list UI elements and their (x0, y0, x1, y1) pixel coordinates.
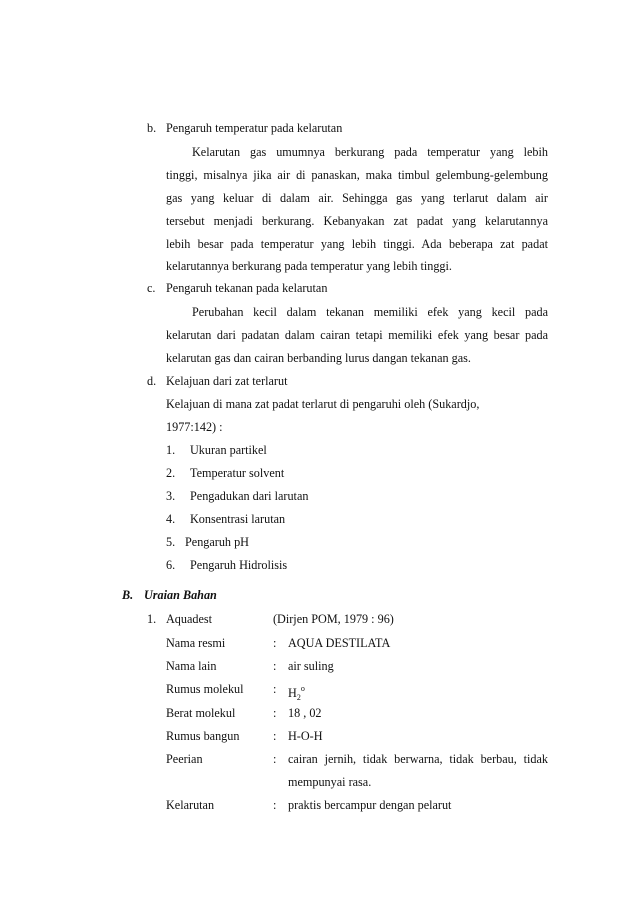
paragraph-line: kelarutan gas dan cairan berbanding lurus dangan tekanan gas. (166, 351, 471, 365)
property-colon: : (273, 659, 277, 673)
item-marker-b: b. (147, 121, 157, 135)
list-number: 4. (166, 512, 176, 526)
list-number: 6. (166, 558, 176, 572)
property-label: Rumus molekul (166, 682, 244, 696)
list-number: 1. (166, 443, 176, 457)
item-title-c: Pengaruh tekanan pada kelarutan (166, 281, 328, 295)
list-item: Ukuran partikel (190, 443, 267, 457)
paragraph-line: Kelarutan gas umumnya berkurang pada temperatur yang lebih (192, 145, 548, 159)
paragraph-line: kelarutan dari padatan dalam cairan tetapi memiliki efek yang besar pada (166, 328, 548, 342)
section-heading: Uraian Bahan (144, 588, 217, 602)
list-number: 3. (166, 489, 176, 503)
property-label: Kelarutan (166, 798, 215, 812)
item-title-b: Pengaruh temperatur pada kelarutan (166, 121, 343, 135)
list-item: Pengadukan dari larutan (190, 489, 309, 503)
list-item: Pengaruh Hidrolisis (190, 558, 288, 572)
property-label: Nama lain (166, 659, 217, 673)
paragraph-line: tinggi, misalnya jika air di panaskan, maka timbul gelembung-gelembung (166, 168, 548, 182)
material-reference: (Dirjen POM, 1979 : 96) (273, 612, 394, 626)
formula-superscript: o (300, 684, 305, 693)
formula-subscript: 2 (296, 693, 301, 702)
property-colon: : (273, 682, 277, 696)
property-value: mempunyai rasa. (288, 775, 372, 789)
formula-element: H (288, 686, 297, 700)
property-label: Nama resmi (166, 636, 226, 650)
paragraph-line: gas yang keluar di dalam air. Sehingga gas yang terlarut dalam air (166, 191, 548, 205)
property-colon: : (273, 729, 277, 743)
paragraph-line: 1977:142) : (166, 420, 223, 434)
property-label: Rumus bangun (166, 729, 240, 743)
property-value: air suling (288, 659, 334, 673)
property-value: cairan jernih, tidak berwarna, tidak berbau, tidak (288, 752, 548, 766)
paragraph-line: kelarutannya berkurang pada temperatur yang lebih tinggi. (166, 259, 452, 273)
material-name: Aquadest (166, 612, 213, 626)
property-label: Berat molekul (166, 706, 236, 720)
property-colon: : (273, 752, 277, 766)
paragraph-line: tersebut menjadi berkurang. Kebanyakan zat padat yang kelarutannya (166, 214, 548, 228)
list-item: Temperatur solvent (190, 466, 285, 480)
property-colon: : (273, 706, 277, 720)
list-number: 2. (166, 466, 176, 480)
property-value: H-O-H (288, 729, 323, 743)
property-value: AQUA DESTILATA (288, 636, 391, 650)
list-item: Pengaruh pH (185, 535, 249, 549)
section-marker-b: B. (122, 588, 134, 602)
paragraph-line: Kelajuan di mana zat padat terlarut di pengaruhi oleh (Sukardjo, (166, 397, 480, 411)
paragraph-line: Perubahan kecil dalam tekanan memiliki efek yang kecil pada (192, 305, 548, 319)
list-number: 5. (166, 535, 176, 549)
item-marker-d: d. (147, 374, 157, 388)
paragraph-line: lebih besar pada temperatur yang lebih tinggi. Ada beberapa zat padat (166, 237, 548, 251)
property-value: 18 , 02 (288, 706, 322, 720)
item-title-d: Kelajuan dari zat terlarut (166, 374, 288, 388)
material-number: 1. (147, 612, 157, 626)
item-marker-c: c. (147, 281, 156, 295)
property-label: Peerian (166, 752, 203, 766)
list-item: Konsentrasi larutan (190, 512, 286, 526)
property-colon: : (273, 798, 277, 812)
property-value: praktis bercampur dengan pelarut (288, 798, 452, 812)
property-colon: : (273, 636, 277, 650)
